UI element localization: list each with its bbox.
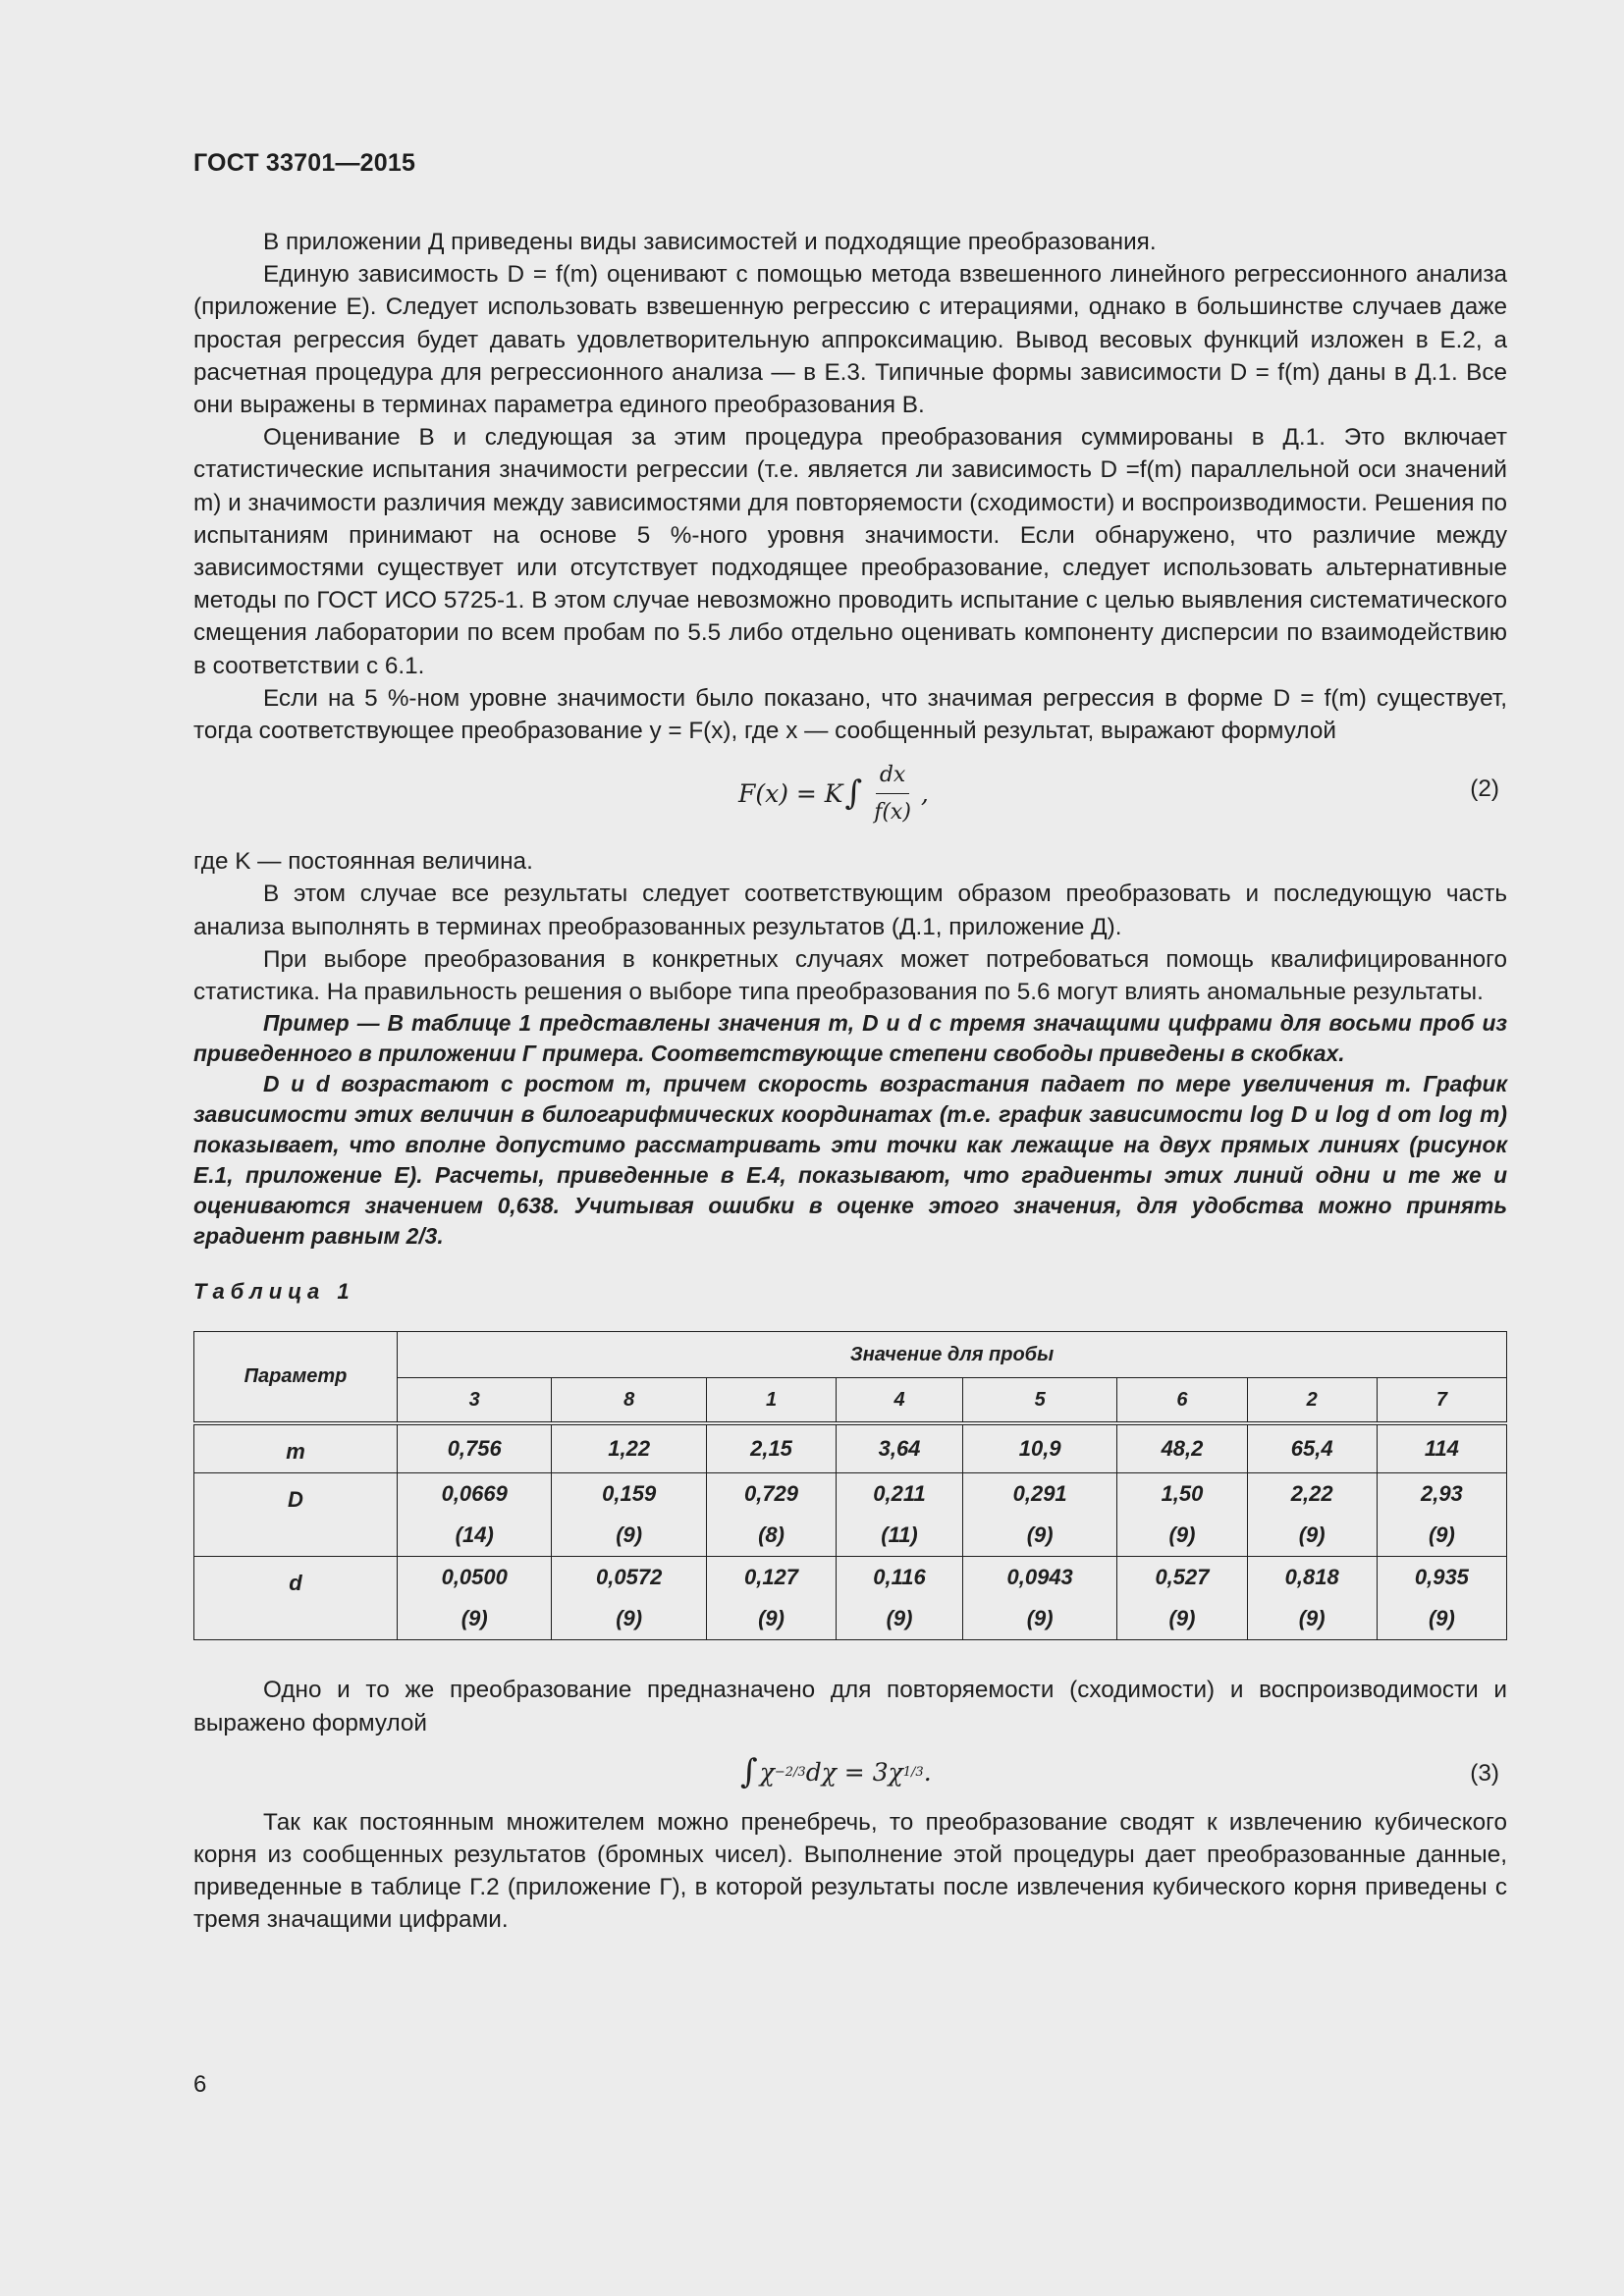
cell-value: 0,818: [1284, 1565, 1339, 1590]
cell-value: 1,50: [1161, 1481, 1204, 1507]
column-header: 7: [1377, 1378, 1506, 1424]
table-body: [194, 1423, 1507, 1640]
cell-value: 0,0943: [1006, 1565, 1073, 1590]
cell-degrees-of-freedom: (9): [616, 1606, 643, 1631]
cell-degrees-of-freedom: (11): [881, 1522, 918, 1548]
group-header: Значение для пробы: [398, 1332, 1507, 1378]
formula-3-base: χ: [759, 1758, 775, 1788]
row-parameter-label: D: [288, 1487, 303, 1513]
paragraph: В этом случае все результаты следует соответствующим образом преобразовать и последующую часть анализа выполнять в терминах преобразованных результатов (Д.1, приложение Д).: [193, 881, 1507, 940]
example-paragraph: D и d возрастают с ростом m, причем скорость возрастания падает по мере увеличения m. График зависимости этих величин в билогарифмических координатах (т.е. график зависимости log D и log d от log m) показывает, что вполне допустимо рассматривать эти точки как лежащие на двух прямых линиях (рисунок Е.1, приложение Е). Расчеты, приведенные в Е.4, показывают, что градиенты этих линий одни и те же и оцениваются значением 0,638. Учитывая ошибки в оценке этого значения, для удобства можно принять градиент равным 2/3.: [193, 1071, 1507, 1250]
row-parameter-label: d: [289, 1571, 302, 1596]
cell-degrees-of-freedom: (9): [1298, 1522, 1326, 1548]
table-cell: [706, 1473, 836, 1557]
table-cell: [1247, 1423, 1377, 1473]
cell-value: 1,22: [608, 1436, 651, 1462]
cell-degrees-of-freedom: (9): [616, 1522, 643, 1548]
cell-value: 0,756: [447, 1436, 502, 1462]
example-paragraph: Пример — В таблице 1 представлены значения m, D и d с тремя значащими цифрами для восьми проб из приведенного в приложении Г примера. Соответствующие степени свободы приведены в скобках.: [193, 1010, 1507, 1067]
table-cell: [552, 1473, 706, 1557]
cell-value: 0,159: [602, 1481, 657, 1507]
formula-3-number: (3): [1470, 1759, 1499, 1787]
formula-3: [193, 1743, 1507, 1802]
formula-3-exponent-1: −2/3: [774, 1765, 806, 1781]
cell-degrees-of-freedom: (9): [1026, 1606, 1054, 1631]
row-parameter: [194, 1423, 398, 1473]
column-header: 2: [1247, 1378, 1377, 1424]
cell-value: 0,0669: [441, 1481, 508, 1507]
cell-degrees-of-freedom: (9): [1026, 1522, 1054, 1548]
table-row: [194, 1423, 1507, 1473]
cell-degrees-of-freedom: (9): [886, 1606, 913, 1631]
cell-degrees-of-freedom: (9): [460, 1606, 488, 1631]
table-cell: [962, 1423, 1116, 1473]
formula-3-exponent-2: 1/3: [902, 1765, 924, 1781]
formula-3-expression: [738, 1747, 932, 1798]
paragraph: где K — постоянная величина.: [193, 848, 533, 876]
cell-value: 0,935: [1414, 1565, 1469, 1590]
cell-value: 0,211: [873, 1481, 926, 1507]
cell-value: 0,0572: [596, 1565, 663, 1590]
table-cell: [962, 1473, 1116, 1557]
table-cell: [1377, 1423, 1506, 1473]
formula-2: [193, 755, 1507, 831]
param-header: Параметр: [194, 1332, 398, 1424]
table-cell: [706, 1557, 836, 1640]
formula-3-middle: dχ = 3χ: [805, 1758, 903, 1788]
cell-degrees-of-freedom: (14): [455, 1522, 494, 1548]
example-block: [193, 1008, 1507, 1252]
table-cell: [837, 1557, 963, 1640]
cell-value: 65,4: [1290, 1436, 1333, 1462]
table-cell: [1247, 1473, 1377, 1557]
cell-degrees-of-freedom: (9): [1168, 1522, 1196, 1548]
formula-2-denominator: f(x): [874, 799, 911, 825]
table-cell: [398, 1557, 552, 1640]
data-table: [193, 1331, 1507, 1640]
table-cell: [837, 1423, 963, 1473]
formula-2-tail: ,: [920, 778, 929, 808]
cell-value: 0,527: [1155, 1565, 1210, 1590]
column-header: 4: [837, 1378, 963, 1424]
table-cell: [552, 1423, 706, 1473]
column-header: 3: [398, 1378, 552, 1424]
cell-value: 0,0500: [441, 1565, 508, 1590]
paragraph: В приложении Д приведены виды зависимостей и подходящие преобразования.: [263, 229, 1157, 255]
document-body: [193, 226, 1507, 1937]
column-header: 8: [552, 1378, 706, 1424]
cell-value: 0,729: [743, 1481, 799, 1507]
table-row: [194, 1473, 1507, 1557]
paragraph: Единую зависимость D = f(m) оценивают с помощью метода взвешенного линейного регрессионного анализа (приложение Е). Следует использовать взвешенную регрессию с итерациями, однако в большинстве случаев даже простая регрессия будет давать удовлетворительную аппроксимацию. Вывод весовых функций изложен в Е.2, а расчетная процедура для регрессионного анализа — в Е.3. Типичные формы зависимости D = f(m) даны в Д.1. Все они выражены в терминах параметра единого преобразования B.: [193, 261, 1507, 419]
paragraph: При выборе преобразования в конкретных случаях может потребоваться помощь квалифицированного статистика. На правильность решения о выборе типа преобразования по 5.6 могут влиять аномальные результаты.: [193, 945, 1507, 1006]
cell-value: 2,22: [1290, 1481, 1333, 1507]
paragraph: Одно и то же преобразование предназначено для повторяемости (сходимости) и воспроизводимости и выражено формулой: [193, 1677, 1507, 1736]
cell-degrees-of-freedom: (9): [1298, 1606, 1326, 1631]
table-cell: [1377, 1557, 1506, 1640]
cell-value: 2,15: [750, 1436, 792, 1462]
cell-value: 48,2: [1161, 1436, 1204, 1462]
table-cell: [1247, 1557, 1377, 1640]
column-header: 1: [706, 1378, 836, 1424]
formula-2-numerator: dx: [876, 759, 910, 794]
table-cell: [398, 1473, 552, 1557]
table-cell: [398, 1423, 552, 1473]
table-cell: [706, 1423, 836, 1473]
cell-value: 0,116: [873, 1565, 926, 1590]
integral-sign: ∫: [844, 773, 863, 813]
integral-sign: ∫: [740, 1752, 758, 1792]
cell-degrees-of-freedom: (9): [1168, 1606, 1196, 1631]
formula-2-fraction: [870, 759, 915, 828]
cell-degrees-of-freedom: (9): [1428, 1606, 1455, 1631]
column-header: 5: [962, 1378, 1116, 1424]
document-header: ГОСТ 33701—2015: [193, 149, 416, 177]
table-cell: [837, 1473, 963, 1557]
row-parameter: [194, 1473, 398, 1557]
cell-value: 3,64: [878, 1436, 921, 1462]
cell-degrees-of-freedom: (8): [758, 1522, 785, 1548]
cell-value: 0,291: [1012, 1481, 1067, 1507]
cell-value: 10,9: [1018, 1436, 1061, 1462]
page-number: 6: [193, 2071, 207, 2098]
cell-degrees-of-freedom: (9): [758, 1606, 785, 1631]
paragraph: Оценивание B и следующая за этим процедура преобразования суммированы в Д.1. Это включает статистические испытания значимости регрессии (т.е. является ли зависимость D =f(m) параллельной оси значений m) и значимости различия между зависимостями для повторяемости (сходимости) и воспроизводимости. Решения по испытаниям принимают на основе 5 %-ного уровня значимости. Если обнаружено, что различие между зависимостями существует или отсутствует подходящее преобразование, следует использовать альтернативные методы по ГОСТ ИСО 5725-1. В этом случае невозможно проводить испытание с целью выявления систематического смещения лаборатории по всем пробам по 5.5 либо отдельно оценивать компоненту дисперсии по взаимодействию в соответствии с 6.1.: [193, 424, 1507, 679]
table-cell: [1377, 1473, 1506, 1557]
table-cell: [1117, 1557, 1247, 1640]
table-cell: [962, 1557, 1116, 1640]
paragraph: Так как постоянным множителем можно пренебречь, то преобразование сводят к извлечению кубического корня из сообщенных результатов (бромных чисел). Выполнение этой процедуры дает преобразованные данные, приведенные в таблице Г.2 (приложение Г), в которой результаты после извлечения кубического корня приведены с тремя значащими цифрами.: [193, 1808, 1507, 1934]
row-parameter: [194, 1557, 398, 1640]
row-parameter-label: m: [286, 1439, 305, 1465]
table-cell: [552, 1557, 706, 1640]
cell-value: 0,127: [743, 1565, 799, 1590]
table-cell: [1117, 1473, 1247, 1557]
formula-2-lhs: F(x) = K: [738, 778, 843, 808]
paragraph: Если на 5 %-ном уровне значимости было показано, что значимая регрессия в форме D = f(m) существует, тогда соответствующее преобразование y = F(x), где x — сообщенный результат, выражают формулой: [193, 684, 1507, 745]
cell-degrees-of-freedom: (9): [1428, 1522, 1455, 1548]
cell-value: 114: [1424, 1436, 1459, 1462]
table-cell: [1117, 1423, 1247, 1473]
formula-2-expression: [738, 755, 929, 831]
column-header: 6: [1117, 1378, 1247, 1424]
formula-2-number: (2): [1470, 775, 1499, 803]
table-caption: Таблица 1: [193, 1279, 355, 1305]
cell-value: 2,93: [1420, 1481, 1463, 1507]
table-row: [194, 1557, 1507, 1640]
formula-3-tail: .: [923, 1758, 932, 1788]
